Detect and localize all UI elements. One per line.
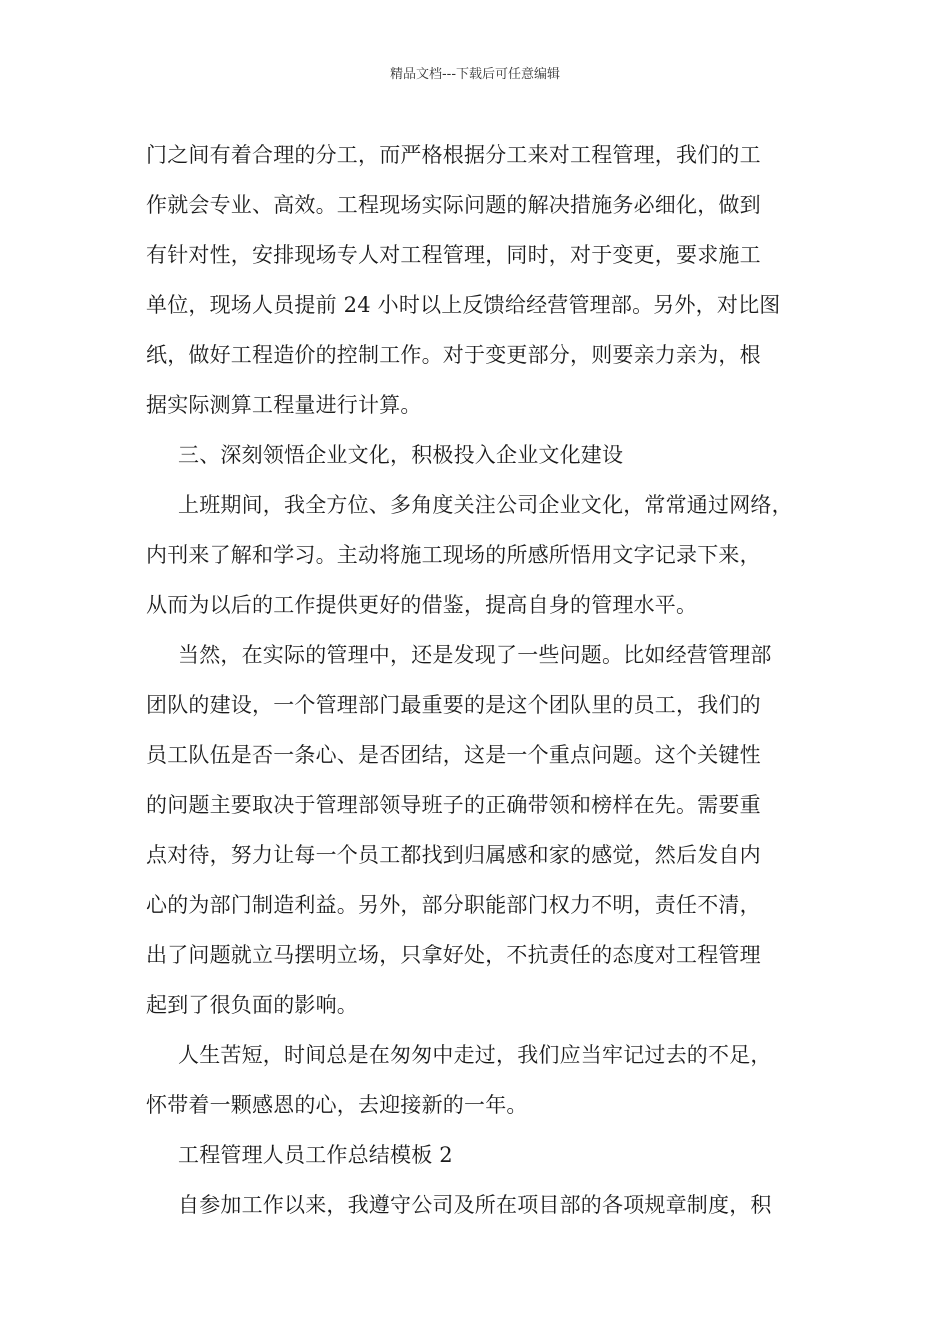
body-line: 起到了很负面的影响。 (146, 993, 358, 1017)
section-heading: 工程管理人员工作总结模板 2 (178, 1143, 453, 1167)
body-line: 内刊来了解和学习。主动将施工现场的所感所悟用文字记录下来， (146, 543, 761, 567)
body-line: 怀带着一颗感恩的心，去迎接新的一年。 (146, 1093, 528, 1117)
document-body (146, 130, 816, 1230)
body-line: 有针对性，安排现场专人对工程管理，同时，对于变更，要求施工 (146, 243, 761, 267)
body-line: 作就会专业、高效。工程现场实际问题的解决措施务必细化，做到 (146, 193, 761, 217)
body-line: 上班期间，我全方位、多角度关注公司企业文化，常常通过网络， (178, 493, 793, 517)
body-line: 单位，现场人员提前 24 小时以上反馈给经营管理部。另外，对比图 (146, 293, 781, 317)
body-line: 人生苦短，时间总是在匆匆中走过，我们应当牢记过去的不足， (178, 1043, 772, 1067)
body-line: 团队的建设，一个管理部门最重要的是这个团队里的员工，我们的 (146, 693, 761, 717)
body-line: 自参加工作以来，我遵守公司及所在项目部的各项规章制度，积 (178, 1193, 772, 1217)
body-line: 出了问题就立马摆明立场，只拿好处，不抗责任的态度对工程管理 (146, 943, 761, 967)
body-line: 从而为以后的工作提供更好的借鉴，提高自身的管理水平。 (146, 593, 698, 617)
section-heading: 三、深刻领悟企业文化，积极投入企业文化建设 (178, 443, 624, 467)
body-line: 的问题主要取决于管理部领导班子的正确带领和榜样在先。需要重 (146, 793, 761, 817)
body-line: 据实际测算工程量进行计算。 (146, 393, 422, 417)
body-line: 当然，在实际的管理中，还是发现了一些问题。比如经营管理部 (178, 643, 772, 667)
body-line: 心的为部门制造利益。另外，部分职能部门权力不明，责任不清， (146, 893, 761, 917)
body-line: 门之间有着合理的分工，而严格根据分工来对工程管理，我们的工 (146, 143, 761, 167)
body-line: 纸，做好工程造价的控制工作。对于变更部分，则要亲力亲为，根 (146, 343, 761, 367)
body-line: 员工队伍是否一条心、是否团结，这是一个重点问题。这个关键性 (146, 743, 761, 767)
body-line: 点对待，努力让每一个员工都找到归属感和家的感觉，然后发自内 (146, 843, 761, 867)
page-header: 精品文档---下载后可任意编辑 (389, 67, 561, 82)
